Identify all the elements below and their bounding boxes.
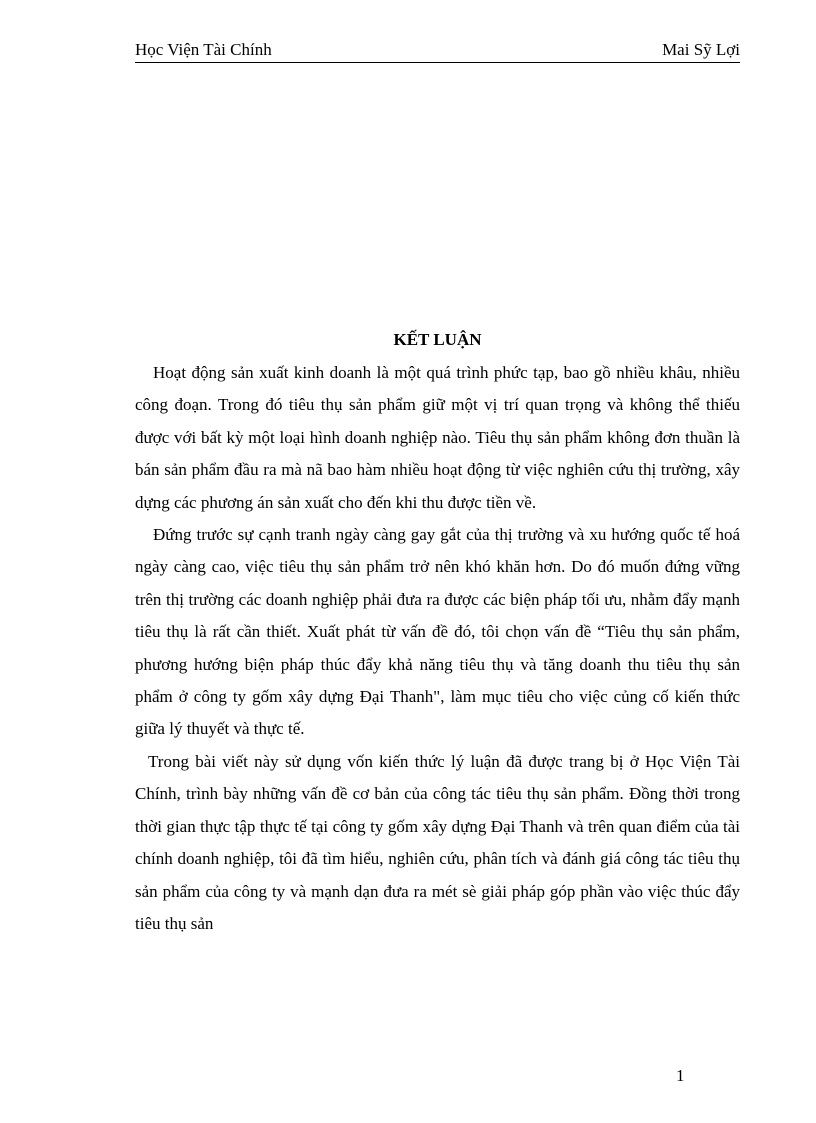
header-institution: Học Viện Tài Chính [135,40,272,59]
body-text [135,357,740,940]
section-title: KẾT LUẬN [393,330,482,349]
paragraph-2: Đứng trước sự cạnh tranh ngày càng gay gắt của thị trường và xu hướng quốc tế hoá ngày càng cao, việc tiêu thụ sản phẩm trở nên khó khăn hơn. Do đó muốn đứng vững trên thị trường các doanh nghiệp phải đưa ra được các biện pháp tối ưu, nhằm đẩy mạnh tiêu thụ là rất cần thiết. Xuất phát từ vấn đề đó, tôi chọn vấn đề “Tiêu thụ sản phẩm, phương hướng biện pháp thúc đẩy khả năng tiêu thụ và tăng doanh thu tiêu thụ sản phẩm ở công ty gốm xây dựng Đại Thanh", làm mục tiêu cho việc củng cố kiến thức giữa lý thuyết và thực tế. [135,525,740,739]
header-author: Mai Sỹ Lợi [662,40,740,59]
page-header [135,40,740,63]
page-number: 1 [676,1066,685,1085]
paragraph-3: Trong bài viết này sử dụng vốn kiến thức lý luận đã được trang bị ở Học Viện Tài Chính, trình bày những vấn đề cơ bản của công tác tiêu thụ sản phẩm. Đồng thời trong thời gian thực tập thực tế tại công ty gốm xây dựng Đại Thanh và trên quan điểm của tài chính doanh nghiệp, tôi đã tìm hiểu, nghiên cứu, phân tích và đánh giá công tác tiêu thụ sản phẩm của công ty và mạnh dạn đưa ra mét sè giải pháp góp phần vào việc thúc đẩy tiêu thụ sản [135,751,740,933]
paragraph-1: Hoạt động sản xuất kinh doanh là một quá trình phức tạp, bao gồ nhiều khâu, nhiều công đoạn. Trong đó tiêu thụ sản phẩm giữ một vị trí quan trọng và không thể thiếu được với bất kỳ một loại hình doanh nghiệp nào. Tiêu thụ sản phẩm không đơn thuần là bán sản phẩm đầu ra mà nã bao hàm nhiều hoạt động từ việc nghiên cứu thị trường, xây dựng các phương án sản xuất cho đến khi thu được tiền về. [135,363,740,512]
